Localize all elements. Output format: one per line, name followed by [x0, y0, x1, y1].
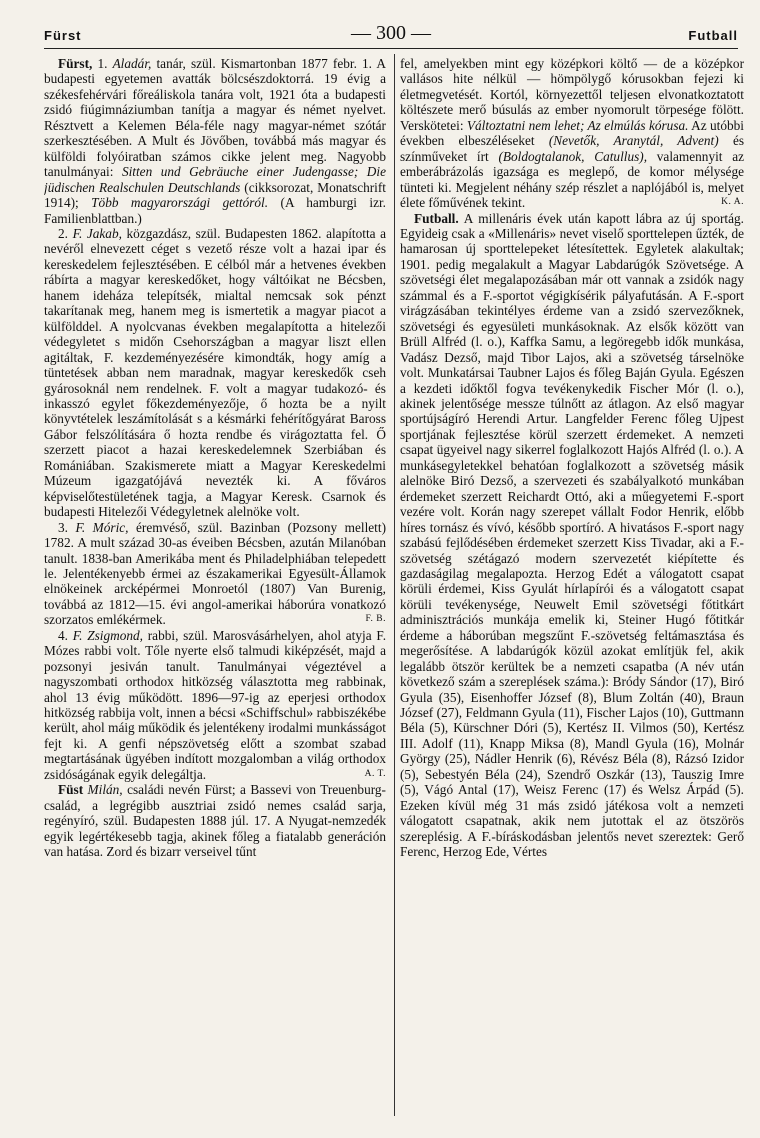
entry-headword: Füst	[58, 782, 84, 798]
entry-works: (Boldogtalanok, Catullus),	[498, 148, 648, 164]
entry-futball	[400, 211, 744, 860]
entry-text: valamennyit az emberábrázolás igazsága es meglepő, de komor mélysége tünteti ki. Megjelent néhány szép részlet a naplójából is, melyet élete főművének tekint.	[400, 148, 744, 211]
entry-name: F. Zsigmond,	[72, 627, 143, 643]
entry-works: Több magyarországi gettóról.	[91, 195, 269, 211]
entry-text: és színműveket írt	[400, 133, 744, 164]
header-left-keyword: Fürst	[44, 28, 82, 43]
entry-text: rabbi, szül. Marosvásárhelyen, ahol atyja F. Mózes rabbi volt. Tőle nyerte első talmudi kiképzését, majd a pozsonyi jesiván tanult. Tanulmányai végeztével a nagyszombati orthodox hitközség választotta meg rabbinak, ahol 13 évig működött. 1896—97-ig az eperjesi orthodox hitközség rabbija volt, innen a bécsi «Schiffschul» rabbiszékébe került, ahol máig működik és jelentékeny irodalmi munkásságot fejt ki. A genfi népszövetség előtt a szombat szabad megtartásának ügyében indított mozgalomban a világ orthodox zsidóságának egyik delegáltja.	[44, 627, 386, 782]
entry-works-note: (cikksorozat, Monatschrift 1914);	[44, 179, 386, 211]
entry-name: F. Jakab,	[72, 225, 122, 241]
entry-number: 3.	[58, 519, 68, 535]
left-column	[44, 56, 386, 1118]
page-header	[44, 22, 738, 50]
entry-fust-milan-continued	[400, 56, 744, 211]
page-number: — 300 —	[351, 22, 431, 44]
entry-furst-moric	[44, 520, 386, 628]
entry-name: F. Móric,	[75, 519, 129, 535]
entry-furst-jakab	[44, 226, 386, 520]
entry-number: 1.	[97, 56, 108, 71]
author-signature: F. B.	[365, 614, 386, 625]
entry-works-note: (A hamburgi izr. Familienblattban.)	[44, 195, 386, 226]
entry-text: közgazdász, szül. Budapesten 1862. alapította a nevéről elnevezett céget s vezető része volt a hazai ipar és kereskedelem fejlesztésében. E célból már a hetvenes években rábírta a magyar kereskedőket, hogy váltóikat ne Bécsben, hanem ideháza telepítsék, mialtal nemcsak sok pénzt takarítanak meg, hanem meg is ismertetik a magyar piacot a külfölddel. A nyolcvanas években megalapította a hitelezői védegyletet s midőn Csehországban a magyar liszt ellen agitáltak, F. kezdeményezésére kimondták, hogy amíg a tüntetések abban nem maradnak, magyar kereskedők cseh gyárosoknál nem rendelnek. F. volt a magyar tudakozó- és inkasszó egylet főkezdeményezője, ő hozta be a nyilt könyvtételek leszámítolását s a késmárki fehérítőgyárat Baross Gábor felszólítására ő hozta rendbe és virágoztatta fel. Ő szerzett piacot a hazai kereskedelemnek Szerbiában és Romániában. Szakismerete miatt a Magyar Kereskedelmi Múzeum igazgatójává nevezték ki. A főváros képviselőtestületének tagja, a Magyar Keresk. Csarnok és budapesti Hitelezői Védegyletnek alelnöke volt.	[44, 225, 386, 520]
author-signature: K. A.	[721, 197, 744, 208]
entry-text: családi nevén Fürst; a Bassevi von Treuenburg-család, a legrégibb ausztriai zsidó nemes család sarja, regényíró, szül. Budapesten 1888 júl. 17. A Nyugat-nemzedék egyik legértékesebb tagja, akinek főleg a fiatalabb generáción van hatása. Zord és bizarr verseivel tűnt	[44, 782, 386, 860]
entry-text: A millenáris évek után kapott lábra az új sportág. Egyideig csak a «Millenáris» nevet viselő sporttelepen űzték, de hamarosan új sporttelepeket létesítettek. Egyletek alakultak; 1901. pedig megalakult a Magyar Labdarúgók Szövetsége. A szövetségi élet megalapozásában már ott vannak a zsidók nagy számmal és a F.-sportot végigkísérik pályafutásán. A F.-sport virágzásában tekintélyes érdeme van a zsidó szervezőknek, szövetségi és egyesületi munkásoknak. Az elsők között van Brüll Alfréd (l. o.), Kaffka Samu, a legöregebb idők munkása, Vadász Dezső, majd Tibor Lajos, aki a szövetség társelnöke volt. Munkatársai Taubner Lajos és főleg Baján Gyula. Egészen a kezdeti időktől fogva tevékenykedik Fischer Mór (l. o.), akinek jelentősége messze túlnőtt az átlagon. Az első magyar sportújságíró Herendi Artur. Langfelder Ferenc főleg Ujpest sportjának fejlesztése körül szerzett érdemeket. A nemzeti csapat ügyeivel nagy sikerrel foglalkozott Hajós Alfréd (l. o.). A munkásegyletekkel behatóan foglalkozott a szövetség másik alelnöke Biró Dezső, a szervezeti és szabályalkotó munkában érdemeket szerzett Reichardt Ottó, aki a műegyetemi F.-sport vezére volt. Korán nagy szerepet vállalt Fodor Henrik, előbb híres tornász és vívó, később sportíró. A hivatásos F.-sport nagy szabású fejlődésében érdemeket szerzett Kiss Tivadar, aki a F.-szövetség szétágazó modern szervezetét kiépítette és gazdaságilag megalapozta. Herzog Edét a válogatott csapat körüli érdemei, Kiss Gyulát hírlapírói és a válogatott csapat körüli tevékenysége, Neuwelt Emil szövetségi főtitkárt adminisztrációs munkája emelik ki, Steiner Hugó főtitkár érdeme a háborúban megszűnt F.-szövetség feltámasztása és megerősítése. A labdarúgók közül azokat említjük fel, akik legalább ötször kerültek be a nemzeti csapatba (A név után következő szám a szereplések száma.): Bródy Sándor (17), Biró Gyula (35), Eisenhoffer József (8), Blum Zoltán (40), Braun József (27), Feldmann Gyula (11), Fischer Lajos (10), Guttmann Béla (5), Kürschner Dóri (5), Kertész II. Vilmos (50), Kertész III. Adolf (11), Knapp Miksa (8), Mandl Gyula (16), Molnár György (25), Nádler Henrik (6), Révész Béla (8), Rázsó Izidor (5), Sebestyén Béla (24), Szendrő Oszkár (13), Tauszig Imre (5), Vágó Antal (17), Weisz Ferenc (17) és Welsz Árpád (5). Ezeken kívül még 31 más zsidó játékosa volt a nemzeti válogatott csapatnak, akik nem jutottak el az ötszörös szereplésig. A F.-bíráskodásban jelentős nevet szereztek: Gerő Ferenc, Herzog Ede, Vértes	[400, 210, 744, 860]
entry-works: Sitten und Gebräuche einer Judengasse; Die jüdischen Realschulen Deutschlands	[44, 164, 386, 195]
entry-text: tanár, szül. Kismartonban 1877 febr. 1. A budapesti egyetemen avatták bölcsészdoktorrá. 19 évig a székesfehérvári főreáliskola tanára volt, 1921 óta a budapesti zsidó fiúgimnáziumban tanítja a magyar és német nyelvet. Résztvett a Kelemen Béla-féle nagy magyar-német szótár szerkesztésében. A Mult és Jövőben, továbbá más magyar és külföldi folyóiratban számos cikke jelent meg. Nagyobb tanulmányai:	[44, 56, 386, 180]
entry-fust-milan	[44, 782, 386, 859]
right-column	[400, 56, 744, 1118]
entry-furst-zsigmond	[44, 628, 386, 783]
entry-headword: Futball.	[414, 210, 459, 226]
entry-name: Aladár,	[112, 56, 152, 71]
entry-text: éremvéső, szül. Bazinban (Pozsony mellett) 1782. A mult század 30-as éveiben Bécsben, azután Milanóban tanult. 1838-ban Amerikába ment és Philadelphiában telepedett le. Jelentékenyebb érmei az északamerikai Egyesült-Államok elnökeinek arcképérmei Monroetól (1807) Van Burenig, továbbá az 1812—15. évi angol-amerikai háborúra vonatkozó szorzatos emlékérmek.	[44, 519, 386, 628]
entry-name: Milán,	[87, 782, 123, 798]
header-right-keyword: Futball	[688, 28, 738, 43]
author-signature: A. T.	[364, 768, 386, 779]
entry-number: 4.	[58, 627, 68, 643]
entry-headword: Fürst,	[58, 56, 93, 71]
entry-text: fel, amelyekben mint egy középkori költő — de a középkor vallásos hite nélkül — hömpölygő kórusokban fejezi ki életmegvetését. Kortól, környezettől teljesen elvonatkoztatott költészete merő búsulás az ember nyomorult törpesége fölött. Verskötetei:	[400, 56, 744, 133]
header-rule	[44, 48, 738, 49]
entry-furst-aladar	[44, 56, 386, 226]
entry-number: 2.	[58, 225, 68, 241]
column-divider	[394, 54, 395, 1116]
entry-works: Változtatni nem lehet; Az elmúlás kórusa.	[466, 117, 689, 133]
entry-works: (Nevetők, Aranytál, Advent)	[548, 133, 719, 149]
entry-text: Az utóbbi években elbeszéléseket	[400, 117, 744, 149]
